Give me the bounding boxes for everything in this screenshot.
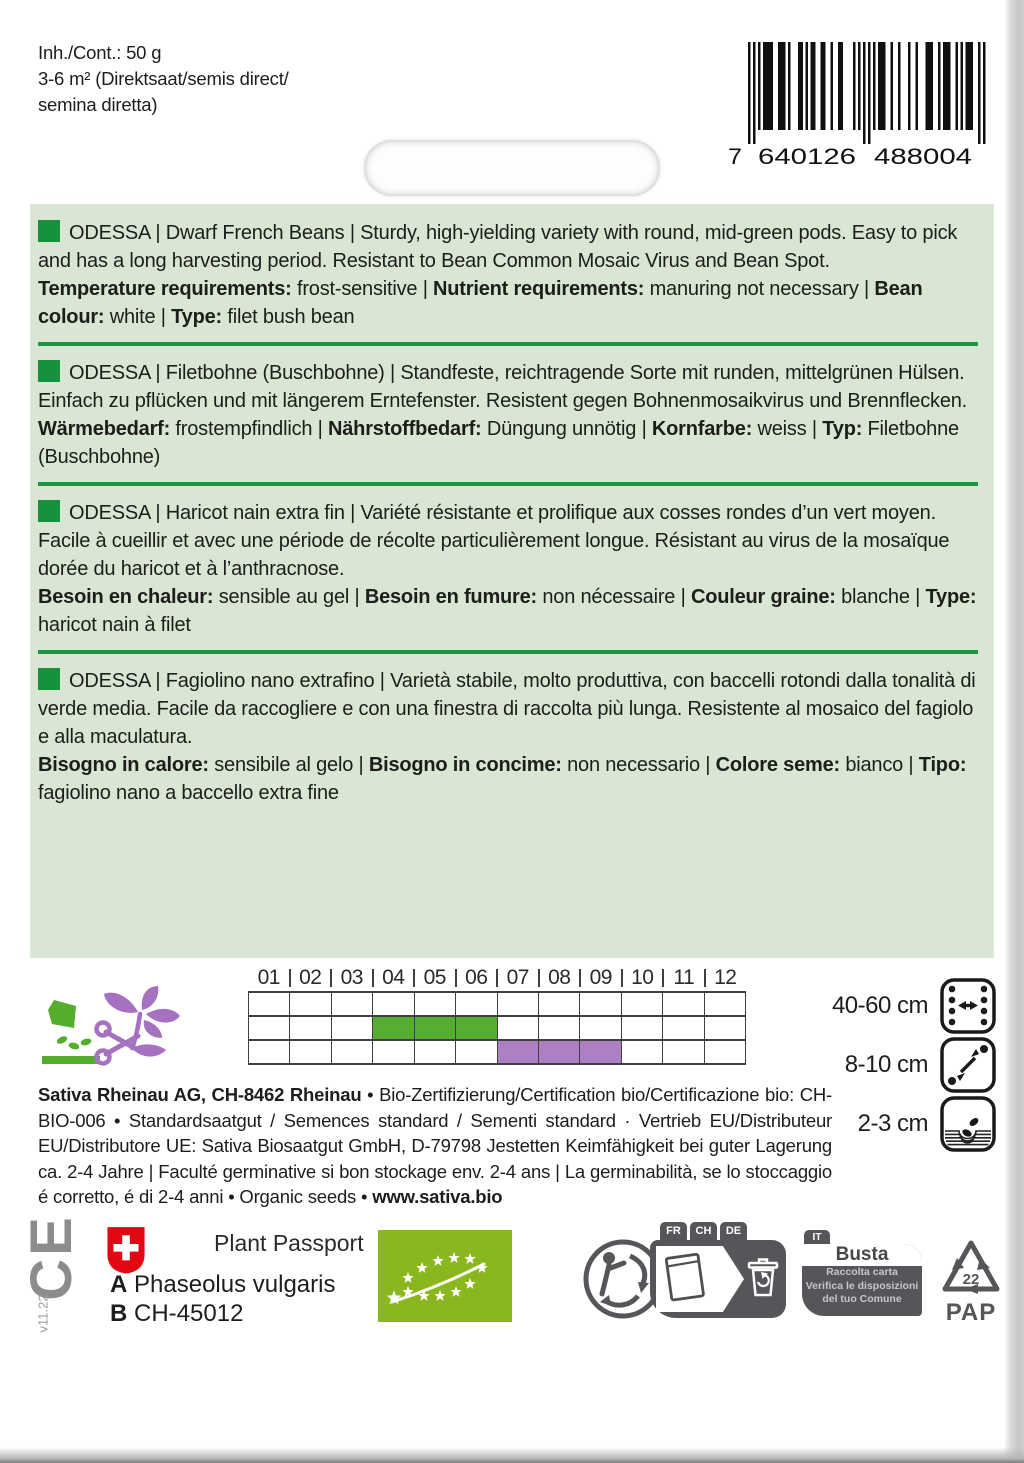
description-text: ODESSA | Filetbohne (Buschbohne) | Standfeste, reichtragende Sorte mit runden, mittelgrünen Hülsen. Einfach zu pflücken und mit längerem Erntefenster. Resistent gegen Bohnenmosaikvirus und Brennflecken. bbox=[38, 362, 968, 412]
sowing-period-cell bbox=[373, 1017, 414, 1041]
calendar-cell bbox=[705, 1041, 746, 1065]
paper-disposal-label bbox=[650, 1222, 786, 1318]
contents-info bbox=[38, 40, 289, 118]
block-divider bbox=[38, 482, 978, 486]
eu-organic-logo bbox=[378, 1230, 512, 1322]
calendar-cell bbox=[249, 1017, 290, 1041]
envelope-icon bbox=[664, 1250, 708, 1306]
calendar-grid bbox=[248, 991, 746, 1065]
passport-code-line: B CH-45012 bbox=[110, 1300, 244, 1327]
swiss-shield-icon bbox=[106, 1226, 146, 1274]
description-text: ODESSA | Fagiolino nano extrafino | Varietà stabile, molto produttiva, con baccelli rotondi dalla tonalità di verde media. Facile da raccogliere e con una finestra di raccolta più lunga. Resistente al mosaico del fagiolo e alla maculatura. bbox=[38, 670, 976, 748]
row-spacing-icon bbox=[940, 978, 996, 1034]
busta-line: del tuo Comune bbox=[822, 1293, 902, 1305]
variety-block-english bbox=[38, 219, 980, 331]
disposal-body bbox=[650, 1240, 786, 1318]
harvest-plant-scissors-icon bbox=[92, 984, 188, 1076]
hang-slot bbox=[364, 140, 660, 196]
country-tabs bbox=[660, 1222, 786, 1240]
calendar-cell bbox=[249, 993, 290, 1017]
calendar-cell bbox=[580, 1017, 621, 1041]
busta-line: Verifica le disposizioni bbox=[805, 1279, 919, 1292]
passport-species-line: A Phaseolus vulgaris bbox=[110, 1271, 336, 1298]
sowing-period-cell bbox=[415, 1017, 456, 1041]
calendar-cell bbox=[456, 993, 497, 1017]
month-label: 02 bbox=[290, 966, 332, 990]
calendar-cell bbox=[663, 993, 704, 1017]
calendar-cell bbox=[622, 993, 663, 1017]
green-square-bullet bbox=[38, 668, 60, 690]
calendar-cell bbox=[332, 1017, 373, 1041]
calendar-cell bbox=[415, 1041, 456, 1065]
month-label: 01 bbox=[248, 966, 290, 990]
month-label: 06 bbox=[456, 966, 498, 990]
calendar-cell bbox=[663, 1041, 704, 1065]
recycling-bin-icon bbox=[746, 1256, 780, 1300]
variety-block-german bbox=[38, 359, 980, 471]
busta-country-tab: IT bbox=[804, 1230, 830, 1244]
plant-passport-title: Plant Passport bbox=[214, 1230, 364, 1256]
busta-label bbox=[802, 1230, 922, 1316]
variety-block-french bbox=[38, 499, 980, 639]
calendar-cell bbox=[290, 993, 331, 1017]
calendar-cell bbox=[373, 1041, 414, 1065]
calendar-cell bbox=[290, 1041, 331, 1065]
month-label: 05 bbox=[414, 966, 456, 990]
description-text: ODESSA | Haricot nain extra fin | Variété résistante et prolifique aux cosses rondes d’un vert moyen. Facile à cueillir et avec une période de récolte particulièrement longue. Résistant au virus de la mosaïque dorée du haricot et à l’anthracnose. bbox=[38, 502, 950, 580]
description-text: ODESSA | Dwarf French Beans | Sturdy, high-yielding variety with round, mid-green pods. Easy to pick and has a long harvesting period. Resistant to Bean Common Mosaic Virus and Bean Spot. bbox=[38, 222, 958, 272]
spacing-label: 8-10 cm bbox=[844, 1051, 928, 1078]
barcode-digits: 488004 bbox=[874, 144, 972, 169]
block-divider bbox=[38, 342, 978, 346]
harvest-period-cell bbox=[580, 1041, 621, 1065]
plant-passport-codes bbox=[110, 1270, 335, 1328]
busta-title: Busta bbox=[802, 1244, 922, 1266]
calendar-cell bbox=[415, 993, 456, 1017]
spacing-label: 40-60 cm bbox=[831, 992, 928, 1019]
month-label: 12 bbox=[714, 965, 737, 989]
version-label: v11.22 bbox=[35, 1293, 51, 1333]
harvest-period-cell bbox=[498, 1041, 539, 1065]
calendar-cell bbox=[332, 993, 373, 1017]
variety-block-italian bbox=[38, 667, 980, 807]
country-tab: CH bbox=[690, 1222, 717, 1240]
block-divider bbox=[38, 650, 978, 654]
month-label: 07 bbox=[497, 966, 539, 990]
barcode-digits: 7 bbox=[728, 144, 742, 169]
calendar-cell bbox=[705, 993, 746, 1017]
busta-body bbox=[802, 1244, 922, 1316]
variety-description-panel bbox=[30, 204, 994, 958]
spacing-row bbox=[858, 1096, 996, 1152]
calendar-cell bbox=[705, 1017, 746, 1041]
contents-line: Inh./Cont.: 50 g bbox=[38, 42, 162, 63]
calendar-cell bbox=[498, 993, 539, 1017]
plant-spacing-icon bbox=[940, 1037, 996, 1093]
calendar-cell bbox=[580, 993, 621, 1017]
month-label: 03 bbox=[331, 966, 373, 990]
requirements-text: Bisogno in calore: sensibile al gelo | Bisogno in concime: non necessario | Colore seme: bianco | Tipo: fagiolino nano a baccello extra fine bbox=[38, 754, 967, 804]
calendar-cell bbox=[249, 1041, 290, 1065]
calendar-cell bbox=[539, 993, 580, 1017]
spacing-row bbox=[832, 978, 996, 1034]
sowing-depth-icon bbox=[940, 1096, 996, 1152]
ce-mark-text: CE bbox=[18, 1213, 84, 1301]
requirements-text: Temperature requirements: frost-sensitive | Nutrient requirements: manuring not necessary | Bean colour: white | Type: filet bush bean bbox=[38, 278, 923, 328]
calendar-cell bbox=[498, 1017, 539, 1041]
month-label: 09 bbox=[580, 966, 622, 990]
calendar-cell bbox=[456, 1041, 497, 1065]
calendar-cell bbox=[622, 1017, 663, 1041]
month-label: 08 bbox=[539, 966, 581, 990]
barcode-digits: 640126 bbox=[758, 144, 856, 169]
pap-recycling-symbol bbox=[936, 1236, 1006, 1327]
contents-line: 3-6 m² (Direktsaat/semis direct/ bbox=[38, 68, 289, 89]
green-square-bullet bbox=[38, 220, 60, 242]
svg-text:22: 22 bbox=[962, 1271, 980, 1288]
requirements-text: Wärmebedarf: frostempfindlich | Nährstoffbedarf: Düngung unnötig | Kornfarbe: weiss | Typ: Filetbohne (Buschbohne) bbox=[38, 418, 959, 468]
spacing-label: 2-3 cm bbox=[857, 1110, 928, 1137]
calendar-cell bbox=[539, 1017, 580, 1041]
month-label: 04 bbox=[373, 966, 415, 990]
country-tab: FR bbox=[660, 1222, 687, 1240]
sowing-period-cell bbox=[456, 1017, 497, 1041]
month-label: 10 bbox=[622, 966, 664, 990]
country-tab: DE bbox=[720, 1222, 747, 1240]
harvest-period-cell bbox=[539, 1041, 580, 1065]
packet-edge-bottom bbox=[0, 1447, 1024, 1463]
requirements-text: Besoin en chaleur: sensible au gel | Besoin en fumure: non nécessaire | Couleur graine: blanche | Type: haricot nain à filet bbox=[38, 586, 977, 636]
calendar-cell bbox=[332, 1041, 373, 1065]
green-square-bullet bbox=[38, 360, 60, 382]
company-info: Sativa Rheinau AG, CH-8462 Rheinau • Bio-Zertifizierung/Certification bio/Certificazione bio: CH-BIO-006 • Standardsaatgut / Semences standard / Sementi standard · Vertrieb EU/Distributeur EU/Distributore UE: Sativa Biosaatgut GmbH, D-79798 Jestetten Keimfähigkeit bei guter Lagerung ca. 2-4 Jahre | Faculté germinative si bon stockage env. 2-4 ans | La germinabilità, se lo stoccaggio é corretto, é di 2-4 anni • Organic seeds • www.sativa.bio bbox=[38, 1084, 832, 1207]
green-square-bullet bbox=[38, 500, 60, 522]
month-label: 11 bbox=[663, 966, 705, 990]
recycling-triangle-icon bbox=[938, 1236, 1004, 1296]
calendar-month-header bbox=[248, 964, 746, 991]
calendar-cell bbox=[373, 993, 414, 1017]
contents-line: semina diretta) bbox=[38, 94, 158, 115]
barcode bbox=[722, 40, 998, 174]
calendar-cell bbox=[622, 1041, 663, 1065]
calendar-cell bbox=[663, 1017, 704, 1041]
pap-code-text: PAP bbox=[945, 1299, 997, 1326]
sowing-calendar bbox=[248, 964, 746, 1065]
packet-edge-right bbox=[1004, 0, 1024, 1463]
calendar-cell bbox=[290, 1017, 331, 1041]
spacing-row bbox=[845, 1037, 996, 1093]
busta-line: Raccolta carta bbox=[826, 1266, 898, 1278]
